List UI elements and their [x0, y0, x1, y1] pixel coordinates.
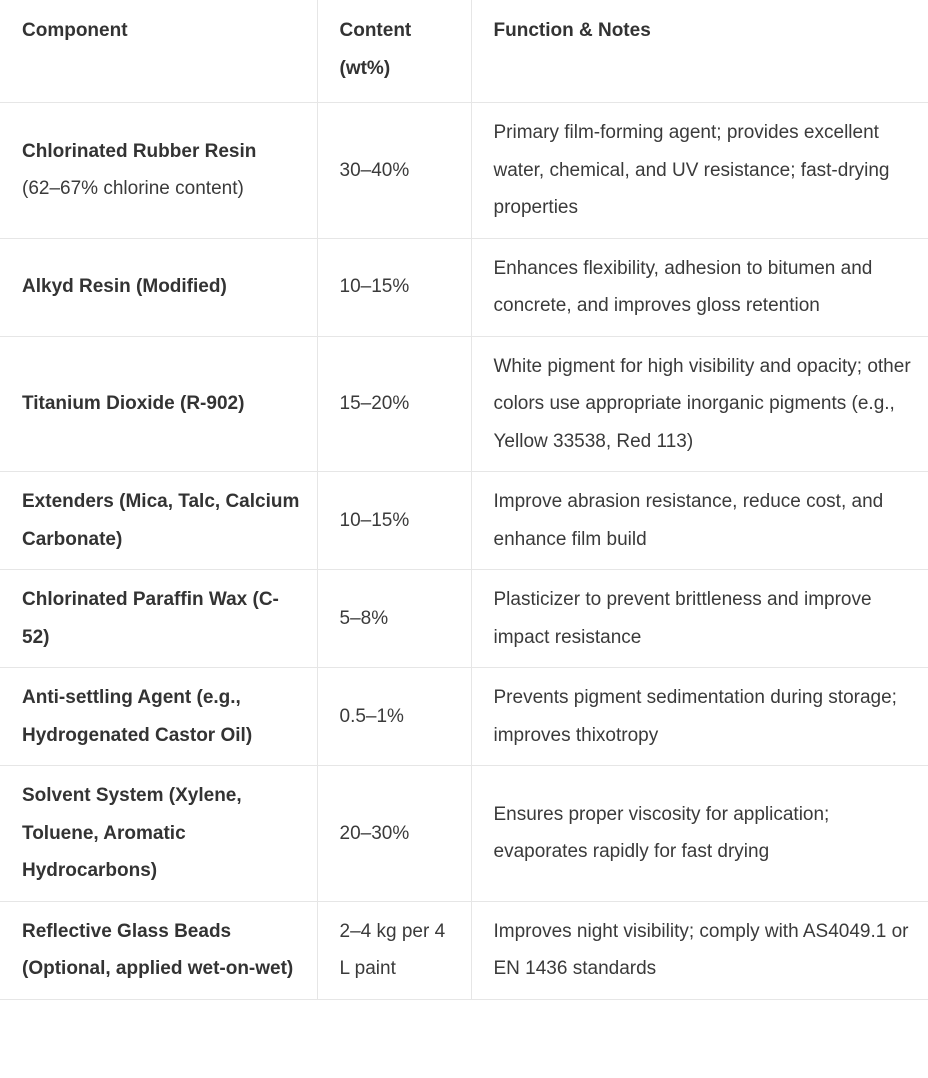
- content-cell: 15–20%: [317, 336, 471, 472]
- function-cell: Enhances flexibility, adhesion to bitumen and concrete, and improves gloss retention: [471, 238, 928, 336]
- component-cell: Reflective Glass Beads (Optional, applied wet-on-wet): [0, 901, 317, 999]
- component-cell: [0, 103, 317, 239]
- content-cell: 20–30%: [317, 766, 471, 902]
- function-cell: Prevents pigment sedimentation during storage; improves thixotropy: [471, 668, 928, 766]
- function-cell: White pigment for high visibility and opacity; other colors use appropriate inorganic pigments (e.g., Yellow 33538, Red 113): [471, 336, 928, 472]
- table-row: [0, 336, 928, 472]
- function-cell: Ensures proper viscosity for application; evaporates rapidly for fast drying: [471, 766, 928, 902]
- header-function: Function & Notes: [471, 0, 928, 103]
- content-cell: 5–8%: [317, 570, 471, 668]
- component-cell: Alkyd Resin (Modified): [0, 238, 317, 336]
- function-cell: Plasticizer to prevent brittleness and improve impact resistance: [471, 570, 928, 668]
- component-cell: Titanium Dioxide (R-902): [0, 336, 317, 472]
- table-row: [0, 570, 928, 668]
- function-cell: Improves night visibility; comply with AS4049.1 or EN 1436 standards: [471, 901, 928, 999]
- table-row: [0, 103, 928, 239]
- table-row: [0, 668, 928, 766]
- header-row: [0, 0, 928, 103]
- function-cell: Primary film-forming agent; provides excellent water, chemical, and UV resistance; fast-drying properties: [471, 103, 928, 239]
- component-cell: Extenders (Mica, Talc, Calcium Carbonate): [0, 472, 317, 570]
- component-note: (62–67% chlorine content): [22, 178, 244, 200]
- component-cell: Anti-settling Agent (e.g., Hydrogenated Castor Oil): [0, 668, 317, 766]
- table-row: [0, 766, 928, 902]
- header-component: Component: [0, 0, 317, 103]
- function-cell: Improve abrasion resistance, reduce cost, and enhance film build: [471, 472, 928, 570]
- component-cell: Solvent System (Xylene, Toluene, Aromatic Hydrocarbons): [0, 766, 317, 902]
- content-cell: 0.5–1%: [317, 668, 471, 766]
- component-name: Chlorinated Rubber Resin: [22, 140, 257, 162]
- content-cell: 30–40%: [317, 103, 471, 239]
- content-cell: 10–15%: [317, 238, 471, 336]
- header-content: Content (wt%): [317, 0, 471, 103]
- component-cell: Chlorinated Paraffin Wax (C-52): [0, 570, 317, 668]
- table-row: [0, 472, 928, 570]
- table-row: [0, 238, 928, 336]
- content-cell: 10–15%: [317, 472, 471, 570]
- table-row: [0, 901, 928, 999]
- content-cell: 2–4 kg per 4 L paint: [317, 901, 471, 999]
